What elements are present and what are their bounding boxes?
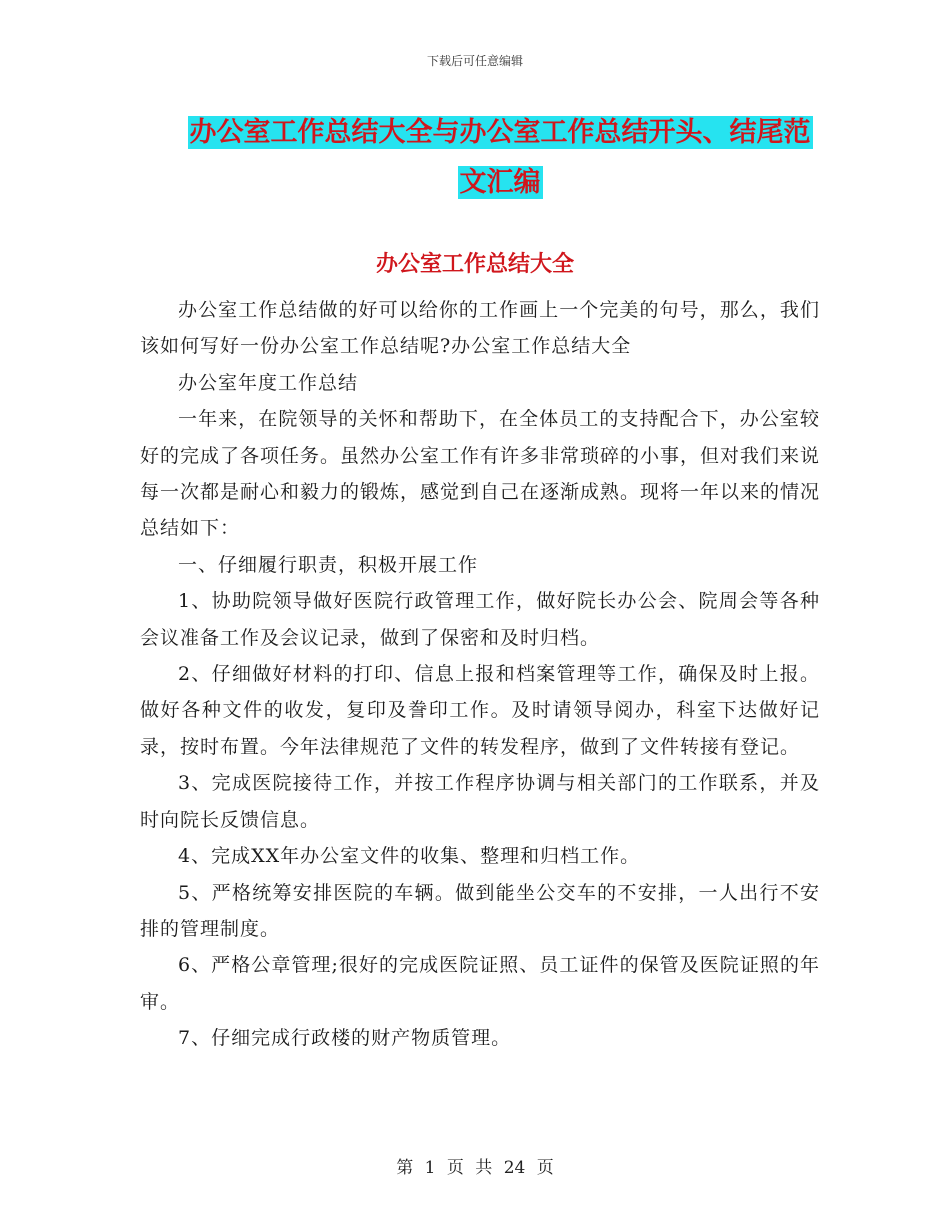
paragraph-item-5: 5、严格统筹安排医院的车辆。做到能坐公交车的不安排，一人出行不安排的管理制度。 — [140, 881, 820, 940]
document-title — [180, 108, 820, 208]
paragraph-subtitle: 办公室年度工作总结 — [178, 371, 359, 394]
paragraph-item-3: 3、完成医院接待工作，并按工作程序协调与相关部门的工作联系，并及时向院长反馈信息。 — [140, 772, 820, 831]
paragraph-item-7: 7、仔细完成行政楼的财产物质管理。 — [178, 1027, 512, 1050]
document-title-line-2: 文汇编 — [459, 167, 541, 198]
header-note: 下载后可任意编辑 — [426, 54, 523, 68]
document-title-line-1: 办公室工作总结大全与办公室工作总结开头、结尾范 — [189, 117, 811, 148]
paragraph-item-6: 6、严格公章管理;很好的完成医院证照、员工证件的保管及医院证照的年审。 — [140, 954, 820, 1013]
paragraph-intro: 办公室工作总结做的好可以给你的工作画上一个完美的句号，那么，我们该如何写好一份办公室工作总结呢?办公室工作总结大全 — [140, 299, 820, 358]
paragraph-item-1: 1、协助院领导做好医院行政管理工作，做好院长办公会、院周会等各种会议准备工作及会议记录，做到了保密和及时归档。 — [140, 590, 820, 649]
body-text — [140, 292, 820, 1057]
paragraph-item-2: 2、仔细做好材料的打印、信息上报和档案管理等工作，确保及时上报。做好各种文件的收发，复印及誊印工作。及时请领导阅办，科室下达做好记录，按时布置。今年法律规范了文件的转发程序，做到了文件转接有登记。 — [140, 663, 820, 758]
paragraph-heading-1: 一、仔细履行职责，积极开展工作 — [178, 553, 479, 576]
paragraph-item-4: 4、完成XX年办公室文件的收集、整理和归档工作。 — [178, 845, 641, 868]
section-title: 办公室工作总结大全 — [375, 252, 574, 277]
paragraph-overview: 一年来，在院领导的关怀和帮助下，在全体员工的支持配合下，办公室较好的完成了各项任务。虽然办公室工作有许多非常琐碎的小事，但对我们来说每一次都是耐心和毅力的锻炼，感觉到自己在逐渐成熟。现将一年以来的情况总结如下： — [140, 408, 821, 540]
page-footer: 第 1 页 共 24 页 — [396, 1158, 554, 1178]
